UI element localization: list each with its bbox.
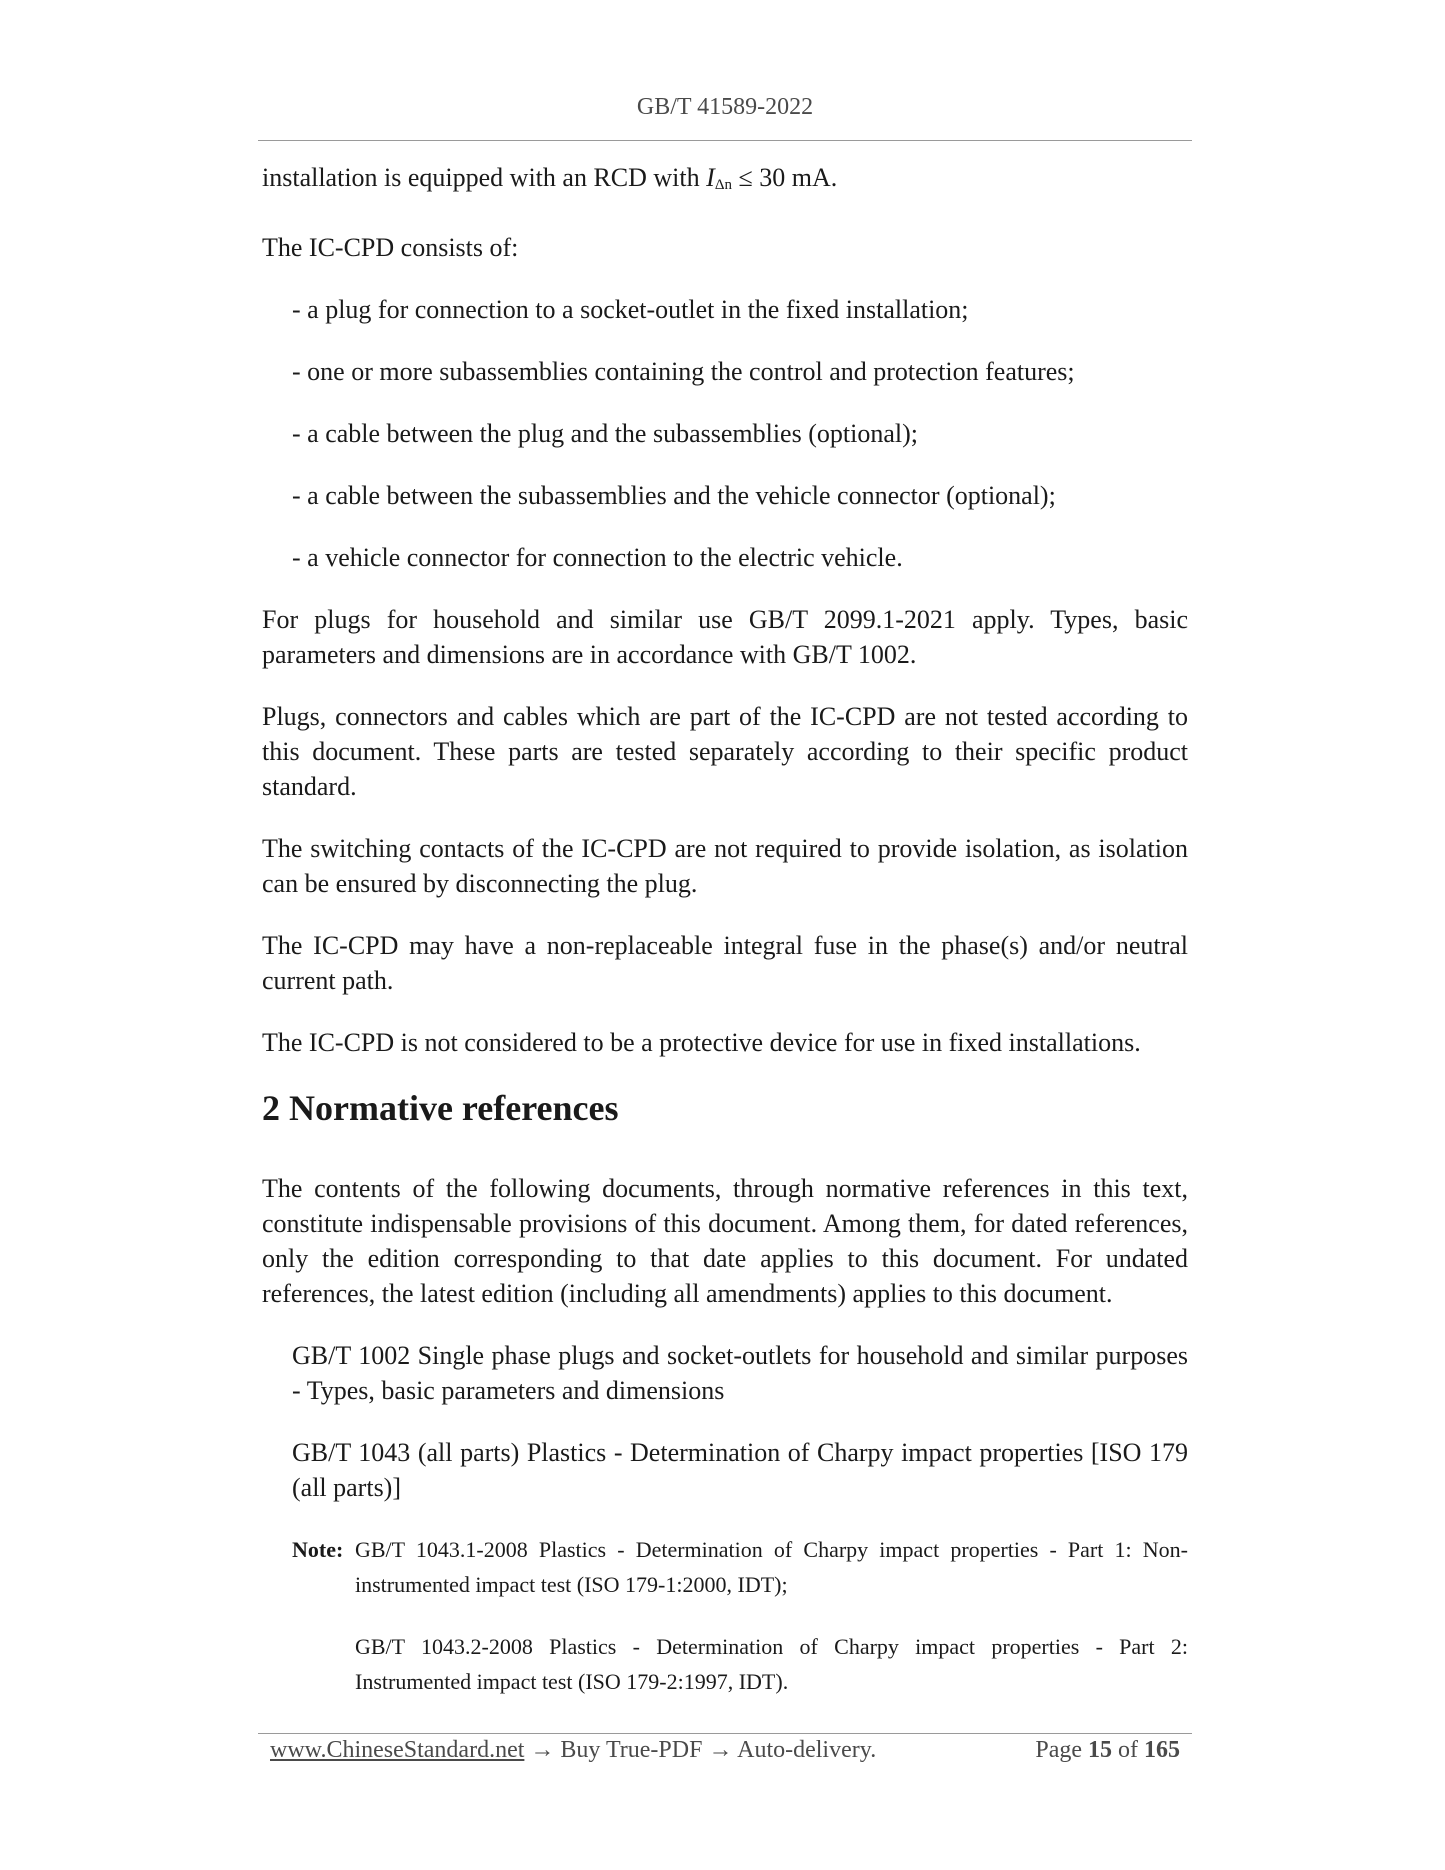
- footer-divider: [258, 1733, 1192, 1734]
- list-item: - one or more subassemblies containing the control and protection features;: [292, 357, 1075, 386]
- paragraph: Plugs, connectors and cables which are part of the IC-CPD are not tested according to this document. These parts are tested separately according to their specific product standard.: [262, 702, 1188, 801]
- page-label: Page: [1035, 1737, 1088, 1763]
- consists-heading: The IC-CPD consists of:: [262, 233, 519, 262]
- total-pages: 165: [1144, 1737, 1180, 1763]
- note-line: GB/T 1043.2-2008 Plastics - Determination of Charpy impact properties - Part 2: Instrumented impact test (ISO 179-2:1997, IDT).: [355, 1634, 1188, 1694]
- reference-item: GB/T 1002 Single phase plugs and socket-outlets for household and similar purposes - Types, basic parameters and dimensions: [292, 1341, 1188, 1405]
- intro-suffix: ≤ 30 mA.: [731, 163, 838, 192]
- of-label: of: [1112, 1737, 1144, 1763]
- intro-prefix: installation is equipped with an RCD with: [262, 163, 707, 192]
- note-label: Note:: [292, 1537, 344, 1562]
- current-symbol: I: [706, 163, 715, 192]
- page-indicator: [1035, 1737, 1180, 1764]
- current-subscript: Δn: [714, 177, 732, 193]
- paragraph: The IC-CPD is not considered to be a protective device for use in fixed installations.: [262, 1028, 1141, 1057]
- footer-tagline: → Buy True-PDF → Auto-delivery.: [524, 1737, 877, 1763]
- website-link[interactable]: www.ChineseStandard.net: [270, 1737, 525, 1763]
- intro-line: [262, 160, 1188, 203]
- list-item: - a cable between the subassemblies and the vehicle connector (optional);: [292, 481, 1056, 510]
- reference-item: GB/T 1043 (all parts) Plastics - Determination of Charpy impact properties [ISO 179 (all parts)]: [292, 1438, 1188, 1502]
- note-body: [355, 1532, 1188, 1699]
- paragraph: The IC-CPD may have a non-replaceable integral fuse in the phase(s) and/or neutral current path.: [262, 931, 1188, 995]
- page-number: 15: [1088, 1737, 1112, 1763]
- reference-note: [292, 1532, 1188, 1699]
- section-heading: 2 Normative references: [262, 1088, 619, 1128]
- page-body: [262, 160, 1188, 1726]
- page-footer: [270, 1737, 1180, 1764]
- list-item: - a cable between the plug and the subassemblies (optional);: [292, 419, 918, 448]
- page-header: GB/T 41589-2022: [636, 94, 814, 120]
- list-item: - a plug for connection to a socket-outlet in the fixed installation;: [292, 295, 969, 324]
- note-line: GB/T 1043.1-2008 Plastics - Determination of Charpy impact properties - Part 1: Non-instrumented impact test (ISO 179-1:2000, IDT);: [355, 1537, 1188, 1597]
- paragraph: For plugs for household and similar use GB/T 2099.1-2021 apply. Types, basic parameters and dimensions are in accordance with GB/T 1002.: [262, 605, 1188, 669]
- header-divider: [258, 140, 1192, 141]
- list-item: - a vehicle connector for connection to the electric vehicle.: [292, 543, 903, 572]
- paragraph: The switching contacts of the IC-CPD are not required to provide isolation, as isolation can be ensured by disconnecting the plug.: [262, 834, 1188, 898]
- section-intro: The contents of the following documents, through normative references in this text, constitute indispensable provisions of this document. Among them, for dated references, only the edition corresponding to that date applies to this document. For undated references, the latest edition (including all amendments) applies to this document.: [262, 1174, 1188, 1308]
